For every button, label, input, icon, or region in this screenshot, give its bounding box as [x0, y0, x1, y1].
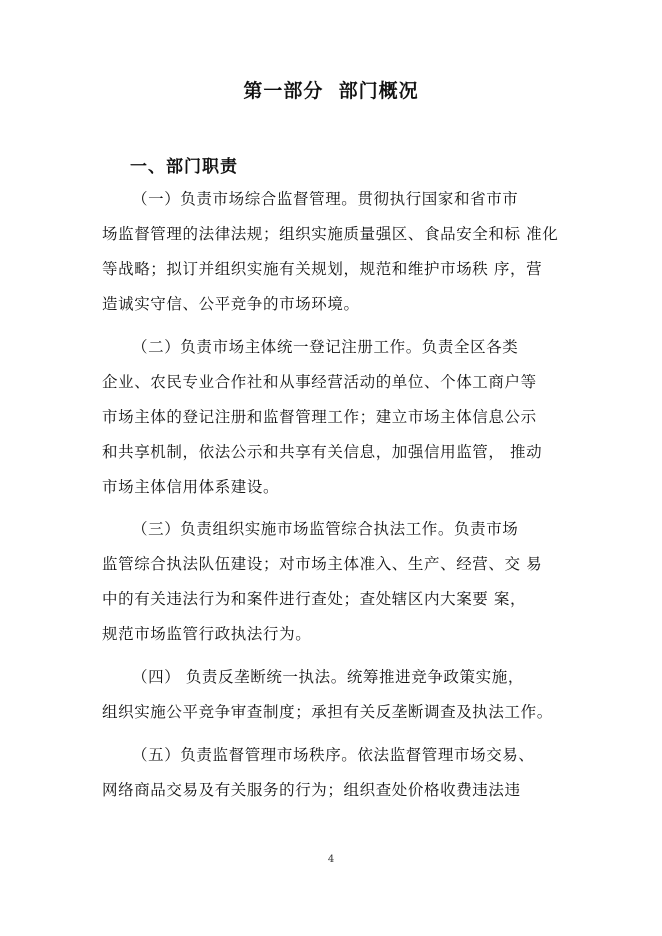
paragraph-line: 造诚实守信、公平竞争的市场环境。 — [102, 295, 360, 313]
paragraph-line: 场监督管理的法律法规；组织实施质量强区、食品安全和标 准化 — [102, 225, 559, 243]
paragraph-line: 企业、农民专业合作社和从事经营活动的单位、个体工商户等 — [102, 373, 537, 391]
section-heading: 一、部门职责 — [130, 157, 238, 177]
paragraph-line: 监管综合执法队伍建设；对市场主体准入、生产、经营、交 易 — [102, 555, 543, 573]
paragraph-line: （二）负责市场主体统一登记注册工作。负责全区各类 — [132, 338, 519, 356]
paragraph-line: （一）负责市场综合监督管理。贯彻执行国家和省市市 — [132, 190, 519, 208]
paragraph-line: 市场主体的登记注册和监督管理工作；建立市场主体信息公示 — [102, 408, 537, 426]
paragraph-line: 中的有关违法行为和案件进行查处；查处辖区内大案要 案， — [102, 590, 527, 608]
paragraph-line: 等战略；拟订并组织实施有关规划，规范和维护市场秩 序，营 — [102, 260, 543, 278]
paragraph-line: 组织实施公平竞争审查制度；承担有关反垄断调查及执法工作。 — [102, 703, 553, 721]
paragraph-line: 网络商品交易及有关服务的行为；组织查处价格收费违法违 — [102, 781, 521, 799]
paragraph-line: 市场主体信用体系建设。 — [102, 478, 280, 496]
paragraph-line: （五）负责监督管理市场秩序。依法监督管理市场交易、 — [132, 746, 535, 764]
paragraph-line: 规范市场监管行政执法行为。 — [102, 625, 312, 643]
page-number: 4 — [327, 854, 335, 865]
paragraph-line: （三）负责组织实施市场监管综合执法工作。负责市场 — [132, 520, 519, 538]
paragraph-line: 和共享机制，依法公示和共享有关信息，加强信用监管， 推动 — [102, 443, 543, 461]
page-title: 第一部分 部门概况 — [243, 80, 419, 102]
paragraph-line: （四） 负责反垄断统一执法。统筹推进竞争政策实施， — [132, 668, 524, 686]
